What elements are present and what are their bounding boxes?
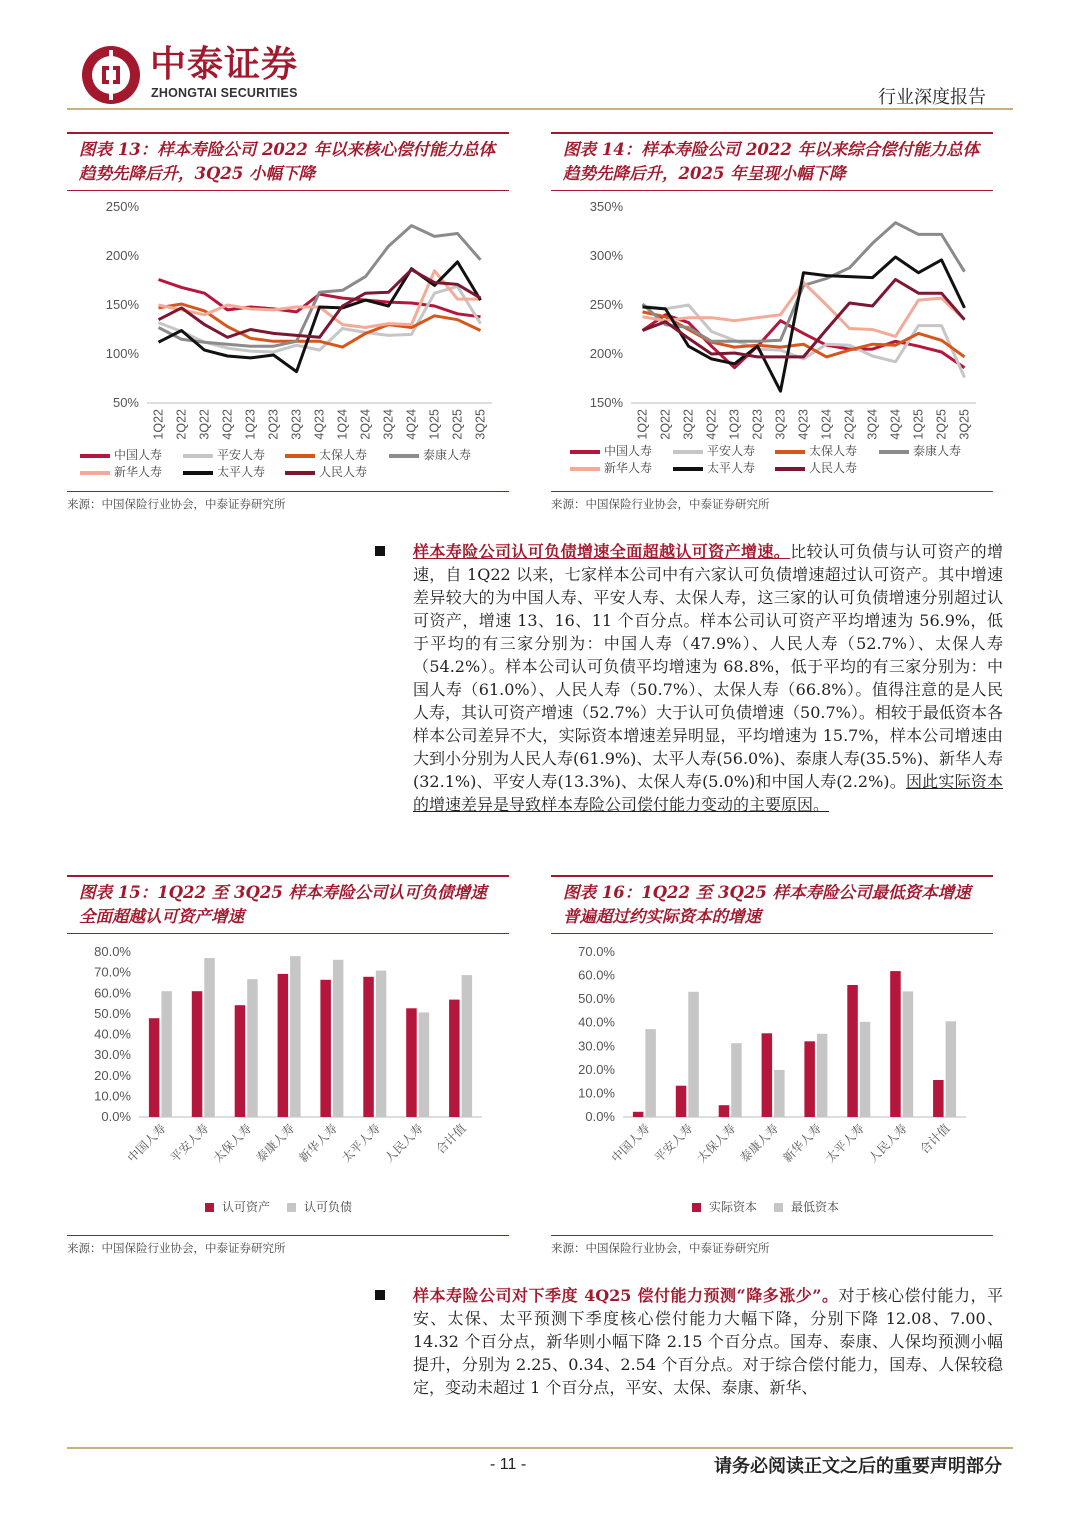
legend-swatch [205,1203,214,1212]
bar [333,960,344,1117]
paragraph-2-body: 对于核心偿付能力，平安、太保、太平预测下季度核心偿付能力大幅下降，分别下降 12.08、7.00、14.32 个百分点，新华则小幅下降 2.15 个百分点。国寿、泰康、人保均预测小幅提升，分别为 2.25、0.34、2.54 个百分点。对于综合偿付能力，国寿、人保较稳定，变动未超过 1 个百分点，平安、太保、泰康、新华、 [413,1286,1003,1397]
bullet-2 [375,1290,385,1300]
bar [890,971,901,1117]
bar [235,1005,246,1117]
figure-14-legend [570,443,1000,483]
bar [204,958,215,1117]
y-tick-label: 50.0% [94,1005,131,1021]
legend-swatch [692,1203,701,1212]
legend-label: 太平人寿 [217,465,266,479]
brand-name-cn: 中泰证券 [150,44,299,85]
bar [161,991,172,1117]
legend-swatch [775,450,805,454]
legend-item [80,464,162,480]
bar [363,977,374,1117]
paragraph-1-tail: 因此实际资本的增速差异是导致样本寿险公司偿付能力变动的主要原因。 [413,772,1003,814]
legend-label: 泰康人寿 [913,444,962,458]
bar [278,974,289,1117]
y-tick-label: 40.0% [578,1014,615,1030]
x-tick-label: 3Q25 [957,409,972,440]
figure-14-svg [551,195,993,445]
bar [688,992,699,1117]
figure-13-legend [80,447,510,487]
series-line [159,270,481,338]
x-tick-label: 1Q22 [151,409,166,440]
x-tick-label: 人民人寿 [865,1121,910,1166]
x-tick-label: 2Q25 [450,409,465,440]
y-tick-label: 30.0% [578,1038,615,1054]
legend-label: 中国人寿 [114,448,163,462]
x-tick-label: 人民人寿 [381,1121,426,1166]
legend-swatch [775,467,805,471]
x-tick-label: 太保人寿 [210,1121,255,1166]
figure-16-legend [692,1199,992,1219]
legend-item [205,1199,270,1215]
bar [719,1105,730,1117]
bar [847,985,858,1117]
legend-label: 最低资本 [791,1200,840,1214]
bar [676,1086,687,1117]
x-tick-label: 平安人寿 [651,1121,696,1166]
y-tick-label: 80.0% [94,944,131,959]
paragraph-2 [413,1284,1003,1399]
x-tick-label: 中国人寿 [608,1121,653,1166]
x-tick-label: 2Q23 [266,409,281,440]
x-tick-label: 3Q24 [865,409,880,440]
x-tick-label: 4Q24 [404,409,419,440]
paragraph-1-body: 比较认可负债与认可资产的增速，自 1Q22 以来，七家样本公司中有六家认可负债增速超过认可资产。其中增速差异较大的为中国人寿、平安人寿、太保人寿，这三家的认可负债增速分别超过认可资产，增速 13、16、11 个百分点。样本公司认可资产平均增速为 56.9%，低于平均的有三家分别为：中国人寿（47.9%）、人民人寿（52.7%）、太保人寿（54.2%）。样本公司认可负债平均增速为 68.8%，低于平均的有三家分别为：中国人寿（61.0%）、人民人寿（50.7%）、太保人寿（66.8%）。值得注意的是人民人寿，其认可资产增速（52.7%）大于认可负债增速（50.7%）。相较于最低资本各样本公司差异不大，实际资本增速差异明显，平均增速为 15.7%，样本公司增速由大到小分别为人民人寿(61.9%)、太平人寿(56.0%)、泰康人寿(35.5%)、新华人寿(32.1%)、平安人寿(13.3%)、太保人寿(5.0%)和中国人寿(2.2%)。 [413,542,1003,791]
bar [290,956,301,1117]
bar [449,1000,460,1117]
figure-15-title: 图表 15：1Q22 至 3Q25 样本寿险公司认可负债增速全面超越认可资产增速 [67,875,509,934]
x-tick-label: 3Q22 [681,409,696,440]
legend-item [570,460,652,476]
x-tick-label: 3Q23 [289,409,304,440]
figure-13-source: 来源：中国保险行业协会，中泰证券研究所 [67,491,509,512]
legend-label: 太保人寿 [809,444,858,458]
x-tick-label: 1Q22 [635,409,650,440]
x-tick-label: 1Q25 [911,409,926,440]
bar [633,1112,644,1117]
y-tick-label: 100% [105,346,139,361]
bar [149,1018,160,1117]
y-tick-label: 10.0% [94,1088,131,1104]
legend-label: 实际资本 [709,1200,758,1214]
figure-16-title: 图表 16：1Q22 至 3Q25 样本寿险公司最低资本增速普遍超过约实际资本的增速 [551,875,993,934]
x-tick-label: 3Q23 [773,409,788,440]
legend-swatch [673,450,703,454]
x-tick-label: 新华人寿 [780,1121,825,1166]
legend-swatch [183,454,213,458]
y-tick-label: 200% [589,346,623,361]
x-tick-label: 4Q24 [888,409,903,440]
legend-item [183,464,265,480]
legend-item [80,447,162,463]
x-tick-label: 2Q23 [750,409,765,440]
y-tick-label: 300% [589,248,623,263]
legend-label: 平安人寿 [217,448,266,462]
legend-label: 泰康人寿 [423,448,472,462]
bar [419,1012,430,1117]
series-line [159,226,481,347]
legend-label: 认可资产 [222,1200,271,1214]
legend-swatch [570,467,600,471]
bullet-1 [375,546,385,556]
legend-label: 中国人寿 [604,444,653,458]
x-tick-label: 1Q23 [243,409,258,440]
y-tick-label: 350% [589,199,623,214]
bar [933,1080,944,1117]
legend-label: 新华人寿 [604,461,653,475]
figure-15-svg [67,935,509,1185]
figure-14-source: 来源：中国保险行业协会，中泰证券研究所 [551,491,993,512]
legend-item [774,1199,839,1215]
legend-swatch [287,1203,296,1212]
x-tick-label: 2Q25 [934,409,949,440]
figure-16-svg [551,935,993,1185]
x-tick-label: 2Q22 [658,409,673,440]
x-tick-label: 太平人寿 [339,1121,383,1166]
y-tick-label: 30.0% [94,1047,131,1063]
x-tick-label: 4Q22 [704,409,719,440]
legend-item [692,1199,757,1215]
x-tick-label: 太保人寿 [694,1121,739,1166]
x-tick-label: 合计值 [917,1121,953,1157]
paragraph-1-lead: 样本寿险公司认可负债增速全面超越认可资产增速。 [413,542,791,561]
x-tick-label: 太平人寿 [823,1121,867,1166]
legend-swatch [389,454,419,458]
legend-item [879,443,961,459]
y-tick-label: 40.0% [94,1026,131,1042]
y-tick-label: 70.0% [578,944,615,959]
x-tick-label: 4Q22 [220,409,235,440]
paragraph-1 [413,540,1003,816]
legend-label: 人民人寿 [809,461,858,475]
figure-14-line-chart [551,195,993,445]
legend-item [775,460,857,476]
y-tick-label: 60.0% [94,985,131,1001]
page-number: - 11 - [490,1456,527,1473]
y-tick-label: 20.0% [578,1061,615,1077]
bar [406,1008,417,1117]
figure-13-svg [67,195,509,445]
bar [192,991,203,1117]
x-tick-label: 泰康人寿 [737,1121,782,1166]
y-tick-label: 200% [105,248,139,263]
legend-label: 人民人寿 [319,465,368,479]
x-tick-label: 新华人寿 [296,1121,341,1166]
legend-swatch [183,471,213,475]
legend-label: 太保人寿 [319,448,368,462]
y-tick-label: 70.0% [94,964,131,980]
x-tick-label: 1Q24 [335,409,350,440]
legend-label: 平安人寿 [707,444,756,458]
bar [860,1022,871,1117]
x-tick-label: 2Q24 [358,409,373,440]
legend-swatch [80,471,110,475]
x-tick-label: 合计值 [433,1121,469,1157]
bar [804,1041,815,1117]
legend-label: 太平人寿 [707,461,756,475]
y-tick-label: 0.0% [101,1109,131,1124]
x-tick-label: 4Q23 [796,409,811,440]
x-tick-label: 3Q24 [381,409,396,440]
y-tick-label: 0.0% [585,1109,615,1124]
legend-swatch [673,467,703,471]
disclaimer-text: 请务必阅读正文之后的重要声明部分 [714,1456,1002,1477]
x-tick-label: 平安人寿 [167,1121,212,1166]
figure-16-source: 来源：中国保险行业协会，中泰证券研究所 [551,1235,993,1256]
bar [376,971,387,1117]
legend-item [389,447,471,463]
x-tick-label: 2Q22 [174,409,189,440]
figure-15-bar-chart [67,935,509,1185]
paragraph-2-lead: 样本寿险公司对下季度 4Q25 偿付能力预测“降多涨少”。 [413,1286,839,1305]
bar [645,1029,656,1117]
legend-swatch [774,1203,783,1212]
x-tick-label: 泰康人寿 [253,1121,298,1166]
legend-item [287,1199,352,1215]
figure-13-line-chart [67,195,509,445]
x-tick-label: 1Q24 [819,409,834,440]
bar [320,980,331,1117]
bar [462,975,473,1117]
bar [817,1034,828,1117]
x-tick-label: 2Q24 [842,409,857,440]
legend-swatch [80,454,110,458]
figure-15-legend [205,1199,505,1219]
bar [247,979,258,1117]
figure-16-bar-chart [551,935,993,1185]
legend-item [285,464,367,480]
legend-item [775,443,857,459]
footer-divider [67,1447,1013,1449]
legend-item [570,443,652,459]
y-tick-label: 50.0% [578,991,615,1007]
x-tick-label: 中国人寿 [124,1121,169,1166]
brand-name-en: ZHONGTAI SECURITIES [151,86,298,100]
x-tick-label: 3Q22 [197,409,212,440]
figure-14-title: 图表 14：样本寿险公司 2022 年以来综合偿付能力总体趋势先降后升，2025 年呈现小幅下降 [551,132,993,191]
report-type-label: 行业深度报告 [878,87,986,108]
y-tick-label: 150% [589,395,623,410]
legend-item [673,460,755,476]
y-tick-label: 250% [105,199,139,214]
bar [731,1043,742,1117]
x-tick-label: 4Q23 [312,409,327,440]
legend-swatch [570,450,600,454]
figure-13-title: 图表 13：样本寿险公司 2022 年以来核心偿付能力总体趋势先降后升，3Q25 小幅下降 [67,132,509,191]
y-tick-label: 250% [589,297,623,312]
figure-15-source: 来源：中国保险行业协会，中泰证券研究所 [67,1235,509,1256]
legend-swatch [285,454,315,458]
x-tick-label: 1Q25 [427,409,442,440]
legend-label: 新华人寿 [114,465,163,479]
legend-item [285,447,367,463]
x-tick-label: 3Q25 [473,409,488,440]
y-tick-label: 60.0% [578,967,615,983]
bar [762,1033,773,1117]
legend-item [673,443,755,459]
bar [946,1021,957,1117]
y-tick-label: 20.0% [94,1067,131,1083]
bar [774,1070,785,1117]
legend-swatch [285,471,315,475]
header-divider [67,108,1013,110]
y-tick-label: 10.0% [578,1085,615,1101]
legend-swatch [879,450,909,454]
legend-item [183,447,265,463]
zhongtai-logo-icon [80,44,142,106]
y-tick-label: 50% [112,395,139,410]
y-tick-label: 150% [105,297,139,312]
bar [903,991,914,1117]
legend-label: 认可负债 [304,1200,353,1214]
x-tick-label: 1Q23 [727,409,742,440]
